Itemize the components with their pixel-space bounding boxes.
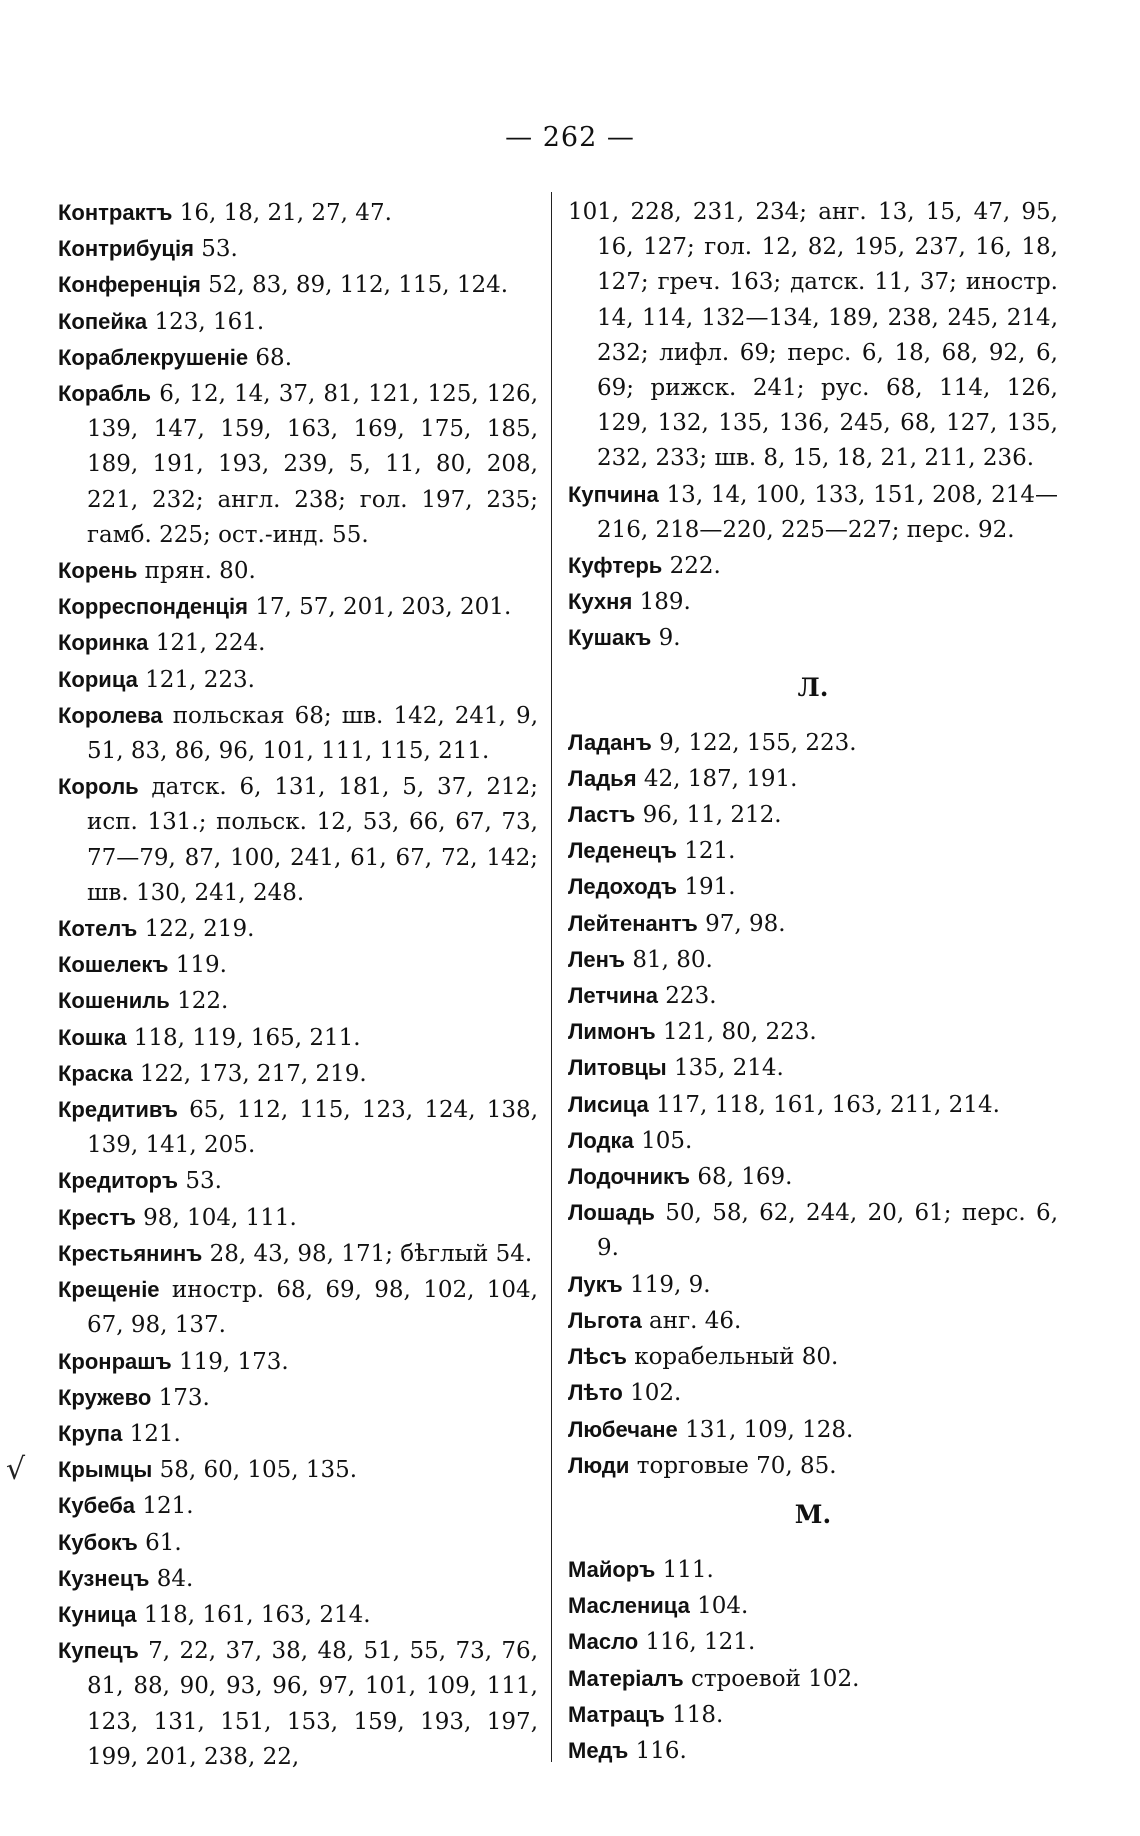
entry-headword: Кошениль	[58, 988, 170, 1014]
entry-headword: Куфтерь	[568, 553, 663, 579]
entry-headword: Летчина	[568, 983, 658, 1009]
entry-headword: Контрибуція	[58, 236, 194, 262]
right-column	[568, 195, 1058, 1769]
index-entry	[568, 1014, 1058, 1050]
entry-references: 121.	[684, 838, 736, 865]
entry-references: 119.	[175, 952, 227, 979]
entry-references: 122, 219.	[144, 916, 255, 943]
index-entry	[58, 769, 538, 911]
index-entry	[58, 947, 538, 983]
index-entry	[568, 1087, 1058, 1123]
left-column	[58, 195, 538, 1775]
index-entry	[568, 1123, 1058, 1159]
entry-headword: Ладанъ	[568, 729, 652, 755]
entry-headword: Кубеба	[58, 1493, 136, 1519]
entry-references: 65, 112, 115, 123, 124, 138, 139, 141, 205.	[87, 1097, 539, 1159]
entry-references: 42, 187, 191.	[643, 765, 798, 792]
entry-headword: Майоръ	[568, 1556, 656, 1582]
index-entry	[58, 625, 538, 661]
entry-references: 111.	[662, 1556, 714, 1583]
index-entry	[58, 662, 538, 698]
section-letter-heading: Л.	[797, 672, 829, 702]
index-entry	[568, 1588, 1058, 1624]
index-entry	[58, 1633, 538, 1775]
entry-references: 58, 60, 105, 135.	[159, 1457, 358, 1484]
entry-headword: Крупа	[58, 1420, 123, 1446]
entry-references: 6, 12, 14, 37, 81, 121, 125, 126, 139, 147, 159, 163, 169, 175, 185, 189, 191, 193, 239, 5, 11, 80, 208, 221, 232; англ. 238; гол. 197, 235; гамб. 225; ост.-инд. 55.	[87, 381, 539, 548]
entry-headword: Крещеніе	[58, 1277, 160, 1303]
entry-headword: Леденецъ	[568, 838, 677, 864]
index-entry	[58, 376, 538, 553]
index-entry	[58, 983, 538, 1019]
entry-headword: Лодочникъ	[568, 1164, 691, 1190]
entry-headword: Купчина	[568, 481, 659, 507]
entry-headword: Люди	[568, 1452, 630, 1478]
entry-references: польская 68; шв. 142, 241, 9, 51, 83, 86, 96, 101, 111, 115, 211.	[87, 702, 539, 765]
index-entry	[58, 1344, 538, 1380]
entry-headword: Краска	[58, 1060, 133, 1086]
index-entry	[58, 1200, 538, 1236]
entry-headword: Кошелекъ	[58, 952, 169, 978]
index-entry	[58, 195, 538, 231]
entry-references: 223.	[665, 983, 717, 1010]
entry-references: 118, 161, 163, 214.	[143, 1601, 371, 1628]
page-number: — 262 —	[505, 122, 635, 153]
entry-references: 16, 18, 21, 27, 47.	[179, 200, 392, 226]
index-entry	[58, 553, 538, 589]
entry-references: корабельный 80.	[634, 1344, 839, 1371]
entry-references: 9, 122, 155, 223.	[659, 729, 857, 756]
entry-references: 189.	[639, 589, 691, 616]
entry-references: 123, 161.	[154, 308, 265, 335]
entry-headword: Крестъ	[58, 1204, 136, 1230]
entry-references: 173.	[158, 1384, 210, 1411]
index-entry	[58, 1272, 538, 1343]
margin-checkmark: √	[6, 1452, 26, 1487]
index-entry	[58, 1488, 538, 1524]
entry-headword: Кружево	[58, 1384, 152, 1410]
index-entry	[568, 195, 1058, 477]
index-entry	[568, 1339, 1058, 1375]
entry-references: 28, 43, 98, 171; бѣглый 54.	[209, 1240, 533, 1267]
entry-headword: Ленъ	[568, 946, 625, 972]
entry-references: 9.	[658, 625, 681, 652]
entry-headword: Литовцы	[568, 1055, 667, 1081]
entry-headword: Лѣсъ	[568, 1344, 627, 1370]
entry-references: 68, 169.	[697, 1164, 793, 1191]
index-entry	[568, 1050, 1058, 1086]
index-entry	[58, 340, 538, 376]
column-divider	[551, 192, 552, 1762]
entry-references: 116, 121.	[645, 1629, 756, 1656]
entry-headword: Лѣто	[568, 1380, 623, 1406]
index-entry	[568, 584, 1058, 620]
index-entry	[568, 869, 1058, 905]
index-entry	[568, 797, 1058, 833]
entry-references: 222.	[669, 553, 721, 580]
entry-references: 121.	[142, 1493, 194, 1520]
index-entry	[568, 1697, 1058, 1733]
entry-references: 17, 57, 201, 203, 201.	[255, 594, 512, 621]
entry-headword: Масло	[568, 1629, 639, 1655]
entry-references: 97, 98.	[705, 910, 786, 937]
entry-references: 122, 173, 217, 219.	[139, 1060, 367, 1087]
entry-references: 119, 173.	[178, 1348, 289, 1375]
entry-references: торговые 70, 85.	[636, 1452, 837, 1479]
entry-references: 53.	[185, 1168, 222, 1195]
entry-headword: Конференція	[58, 272, 201, 298]
entry-references: 118, 119, 165, 211.	[133, 1024, 361, 1051]
entry-headword: Коринка	[58, 630, 149, 656]
index-entry	[58, 1597, 538, 1633]
entry-references: 96, 11, 212.	[642, 802, 782, 829]
entry-references: 121, 224.	[155, 630, 266, 657]
index-entry	[568, 906, 1058, 942]
entry-headword: Лимонъ	[568, 1019, 656, 1045]
entry-headword: Кубокъ	[58, 1529, 138, 1555]
entry-references: 98, 104, 111.	[143, 1204, 297, 1231]
index-entry	[568, 620, 1058, 656]
index-entry	[58, 1452, 538, 1488]
entry-headword: Лукъ	[568, 1271, 623, 1297]
entry-headword: Крымцы	[58, 1457, 153, 1483]
entry-references: строевой 102.	[690, 1665, 860, 1692]
entry-headword: Контрактъ	[58, 200, 173, 225]
entry-references: 81, 80.	[632, 946, 713, 973]
entry-headword: Ластъ	[568, 802, 636, 828]
index-entry	[568, 548, 1058, 584]
entry-references: 52, 83, 89, 112, 115, 124.	[208, 272, 509, 299]
entry-references: 191.	[684, 874, 736, 901]
entry-references: 13, 14, 100, 133, 151, 208, 214—216, 218—220, 225—227; перс. 92.	[597, 481, 1059, 543]
index-entry	[58, 1525, 538, 1561]
entry-headword: Кухня	[568, 589, 633, 615]
entry-references: прян. 80.	[144, 558, 256, 585]
entry-headword: Кредитивъ	[58, 1097, 178, 1123]
entry-references: 50, 58, 62, 244, 20, 61; перс. 6, 9.	[597, 1200, 1059, 1262]
entry-headword: Ладья	[568, 765, 637, 791]
index-entry	[58, 304, 538, 340]
entry-headword: Масленица	[568, 1593, 690, 1619]
entry-references: 118.	[672, 1701, 724, 1728]
index-entry	[568, 1303, 1058, 1339]
entry-headword: Любечане	[568, 1416, 678, 1442]
entry-headword: Кошка	[58, 1024, 127, 1050]
entry-headword: Лейтенантъ	[568, 910, 698, 936]
index-entry	[568, 725, 1058, 761]
entry-references: 7, 22, 37, 38, 48, 51, 55, 73, 76, 81, 88, 90, 93, 96, 97, 101, 109, 111, 123, 131, 151, 153, 159, 193, 197, 199, 201, 238, 22,	[87, 1638, 539, 1770]
entry-references: анг. 46.	[649, 1307, 742, 1334]
entry-headword: Копейка	[58, 308, 148, 334]
entry-references: 53.	[201, 236, 238, 263]
entry-headword: Матеріалъ	[568, 1665, 684, 1691]
entry-references: 131, 109, 128.	[685, 1416, 854, 1443]
entry-headword: Король	[58, 774, 139, 800]
section-letter-heading: М.	[794, 1499, 832, 1529]
index-entry	[58, 1092, 538, 1163]
index-entry	[58, 1020, 538, 1056]
index-entry	[568, 1412, 1058, 1448]
index-entry	[58, 911, 538, 947]
entry-headword: Медъ	[568, 1737, 629, 1763]
entry-headword: Лисица	[568, 1091, 649, 1117]
index-entry	[58, 1380, 538, 1416]
entry-headword: Кузнецъ	[58, 1565, 150, 1591]
index-entry	[58, 1561, 538, 1597]
entry-references: 135, 214.	[674, 1055, 784, 1082]
index-entry	[568, 1552, 1058, 1588]
entry-headword: Корабль	[58, 381, 152, 407]
entry-references: 121, 80, 223.	[663, 1019, 817, 1046]
entry-references: 68.	[255, 344, 292, 371]
index-entry	[568, 477, 1058, 548]
index-entry	[58, 231, 538, 267]
entry-headword: Купецъ	[58, 1638, 139, 1664]
index-entry	[568, 1267, 1058, 1303]
entry-headword: Лошадь	[568, 1200, 655, 1226]
index-entry	[58, 1163, 538, 1199]
entry-headword: Кораблекрушеніе	[58, 344, 249, 370]
index-entry	[58, 698, 538, 769]
entry-references: 101, 228, 231, 234; анг. 13, 15, 47, 95, 16, 127; гол. 12, 82, 195, 237, 16, 18, 127; греч. 163; датск. 11, 37; иностр. 14, 114, 132—134, 189, 238, 245, 214, 232; лифл. 69; перс. 6, 18, 68, 92, 6, 69; рижск. 241; рус. 68, 114, 126, 129, 132, 135, 136, 245, 68, 127, 135, 232, 233; шв. 8, 15, 18, 21, 211, 236.	[568, 199, 1058, 472]
entry-references: 61.	[145, 1529, 182, 1556]
entry-references: 122.	[177, 988, 229, 1015]
entry-headword: Корица	[58, 666, 138, 692]
entry-headword: Ледоходъ	[568, 874, 678, 900]
entry-headword: Кредиторъ	[58, 1168, 178, 1194]
entry-headword: Льгота	[568, 1307, 642, 1333]
entry-references: 104.	[697, 1593, 749, 1620]
index-entry	[568, 1733, 1058, 1769]
index-entry	[568, 942, 1058, 978]
entry-headword: Котелъ	[58, 916, 138, 942]
index-entry	[58, 589, 538, 625]
entry-references: 121, 223.	[145, 666, 255, 693]
index-entry	[58, 1236, 538, 1272]
entry-headword: Куница	[58, 1601, 137, 1627]
index-entry	[568, 978, 1058, 1014]
entry-references: 102.	[630, 1380, 682, 1407]
entry-headword: Крестьянинъ	[58, 1240, 203, 1266]
entry-references: 84.	[156, 1565, 194, 1592]
index-entry	[568, 1661, 1058, 1697]
index-entry	[568, 1159, 1058, 1195]
entry-headword: Кронрашъ	[58, 1348, 172, 1374]
index-entry	[568, 833, 1058, 869]
entry-references: 121.	[129, 1420, 181, 1447]
index-entry	[568, 1375, 1058, 1411]
index-entry	[568, 1448, 1058, 1484]
entry-headword: Матрацъ	[568, 1701, 665, 1727]
entry-references: 105.	[641, 1127, 693, 1154]
entry-references: 117, 118, 161, 163, 211, 214.	[656, 1091, 1000, 1118]
entry-headword: Лодка	[568, 1127, 634, 1153]
index-entry	[58, 1416, 538, 1452]
entry-headword: Королева	[58, 702, 163, 728]
entry-references: 116.	[635, 1737, 687, 1764]
index-entry	[58, 1056, 538, 1092]
entry-references: иностр. 68, 69, 98, 102, 104, 67, 98, 137.	[87, 1277, 538, 1339]
index-entry	[568, 1195, 1058, 1266]
index-entry	[568, 1624, 1058, 1660]
index-entry	[568, 761, 1058, 797]
entry-references: датск. 6, 131, 181, 5, 37, 212; исп. 131.; польск. 12, 53, 66, 67, 73, 77—79, 87, 100, 241, 61, 67, 72, 142; шв. 130, 241, 248.	[87, 774, 539, 906]
entry-headword: Кушакъ	[568, 625, 652, 651]
entry-headword: Корреспонденція	[58, 594, 248, 620]
entry-headword: Корень	[58, 558, 138, 584]
entry-references: 119, 9.	[630, 1271, 711, 1298]
index-entry	[58, 267, 538, 303]
